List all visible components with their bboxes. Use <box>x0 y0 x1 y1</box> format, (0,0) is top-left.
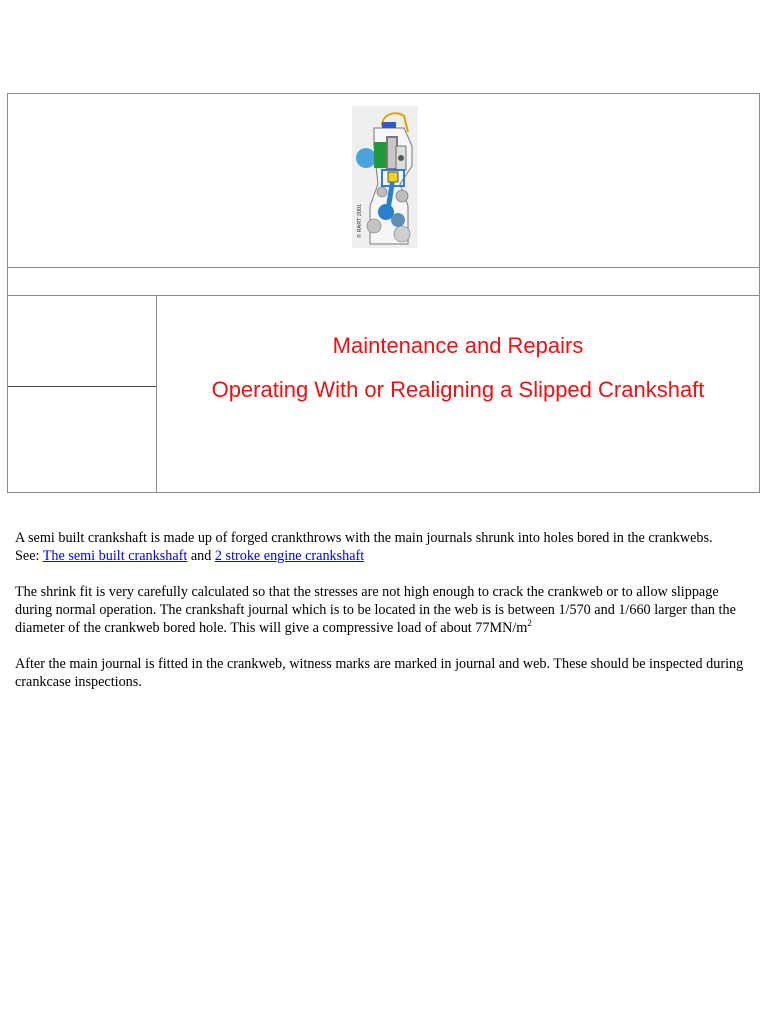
paragraph-shrink-fit <box>15 583 750 637</box>
intro-text: A semi built crankshaft is made up of forged crankthrows with the main journals shrunk into holes bored in the crankwebs. <box>15 530 713 546</box>
logo-row <box>8 94 759 268</box>
and-text: and <box>187 548 215 564</box>
semi-built-crankshaft-link[interactable]: The semi built crankshaft <box>42 548 188 564</box>
see-prefix: See: <box>15 548 43 564</box>
shrink-fit-text: The shrink fit is very carefully calculated so that the stresses are not high enough to crack the crankweb or to allow slippage during normal operation. The crankshaft journal which is to be located in the web is is between 1/570 and 1/660 larger than the diameter of the crankweb bored hole. This will give a compressive load of about 77MN/m <box>15 584 736 636</box>
engine-cutaway-logo <box>352 106 418 248</box>
header-table <box>7 93 760 493</box>
article-body <box>15 529 750 709</box>
left-column-divider <box>8 386 156 387</box>
paragraph-intro <box>15 529 750 565</box>
section-title: Maintenance and Repairs <box>332 333 584 358</box>
topic-title: Operating With or Realigning a Slipped Crankshaft <box>211 377 705 402</box>
superscript-2: 2 <box>527 618 532 628</box>
logo-caption: © RART 2001 <box>357 203 363 238</box>
spacer-row <box>8 268 759 296</box>
title-row <box>8 296 759 492</box>
two-stroke-crankshaft-link[interactable]: 2 stroke engine crankshaft <box>214 548 365 564</box>
title-column <box>157 296 759 492</box>
paragraph-witness-marks: After the main journal is fitted in the crankweb, witness marks are marked in journal and web. These should be inspected during crankcase inspections. <box>15 656 744 690</box>
left-column <box>8 296 157 492</box>
